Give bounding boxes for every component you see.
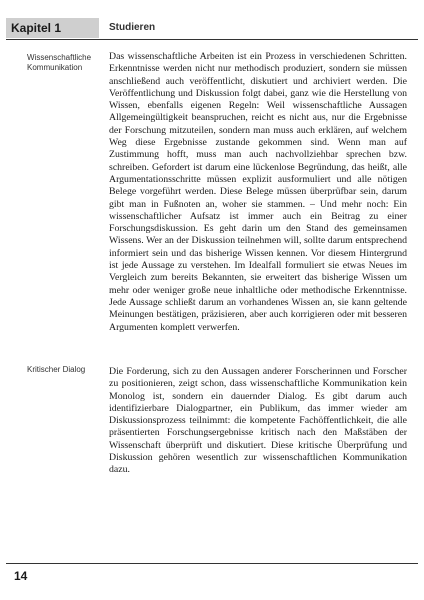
chapter-label: Kapitel 1 xyxy=(11,21,62,35)
page-number: 14 xyxy=(14,569,28,583)
paragraph-1: Das wissenschaftliche Arbeiten ist ein Prozess in verschiedenen Schritten. Erkenntnisse werden nicht nur methodisch produziert, sondern sie müssen anschließend auch veröffentlicht, diskutiert und archiviert werden. Die Veröffentlichung und Diskussion folgt dabei, ganz wie die Herstellung von Wissen, ebenfalls eigenen Regeln: Weil wissenschaftliche Aussagen Allgemeingültigkeit beanspruchen, reicht es nicht aus, nur die Ergebnisse der Forschung mitzuteilen, sondern man muss auch erklären, auf welchem Weg diese Ergebnisse zustande gekommen sind. Wenn man auf Zustimmung hofft, muss man auch nachvollziehbar sprechen bzw. schreiben. Gefordert ist darum eine lückenlose Begründung, das heißt, alle Argumentationsschritte müssen explizit ausformuliert und alle nötigen Belege vorgeführt werden. Diese Belege müssen überprüfbar sein, darum gibt man in Fußnoten an, woher sie stammen. – Und mehr noch: Ein wissenschaftlicher Aufsatz ist immer auch ein Beitrag zu einer Forschungsdiskussion. Es geht darin um den Stand des gemeinsamen Wissens. Wer an der Diskussion teilnehmen will, sollte darum entsprechend informiert sein und das bisherige Wissen kennen. Vor diesem Hintergrund ist jede Aussage zu verstehen. Im Idealfall formuliert sie etwas Neues im Vergleich zum bereits Bekannten, sie erweitert das bisherige Wissen um mehr oder weniger große neue inhaltliche oder methodische Erkenntnisse. Jede Aussage schließt darum an vorhandenes Wissen an, sie kann geltende Meinungen bestätigen, präzisieren, aber auch korrigieren oder mit besseren Argumenten komplett verwerfen. xyxy=(109,51,407,333)
paragraph-2: Die Forderung, sich zu den Aussagen anderer Forscherinnen und Forscher zu positionieren, zeigt schon, dass wissenschaftliche Kommunikation kein Monolog ist, sondern ein dauernder Dialog. Es gibt darum auch identifizierbare Dialogpartner, ein Publikum, das immer wieder am Diskussionsprozess teilnimmt: die kompetente Fachöffentlichkeit, die alle präsentierten Forschungsergebnisse kritisch nach den Maßstäben der Wissenschaft überprüft und diskutiert. Diese kritische Überprüfung und Diskussion gehören wesentlich zur wissenschaftlichen Kommunikation dazu. xyxy=(109,366,407,476)
header-rule xyxy=(6,39,418,40)
running-header xyxy=(0,18,424,38)
margin-note-wissenschaftliche-kommunikation: Wissenschaftliche Kommunikation xyxy=(27,53,92,72)
section-label: Studieren xyxy=(109,22,156,33)
margin-note-kritischer-dialog: Kritischer Dialog xyxy=(27,365,86,374)
footer-rule xyxy=(6,563,418,564)
chapter-box xyxy=(6,18,99,38)
